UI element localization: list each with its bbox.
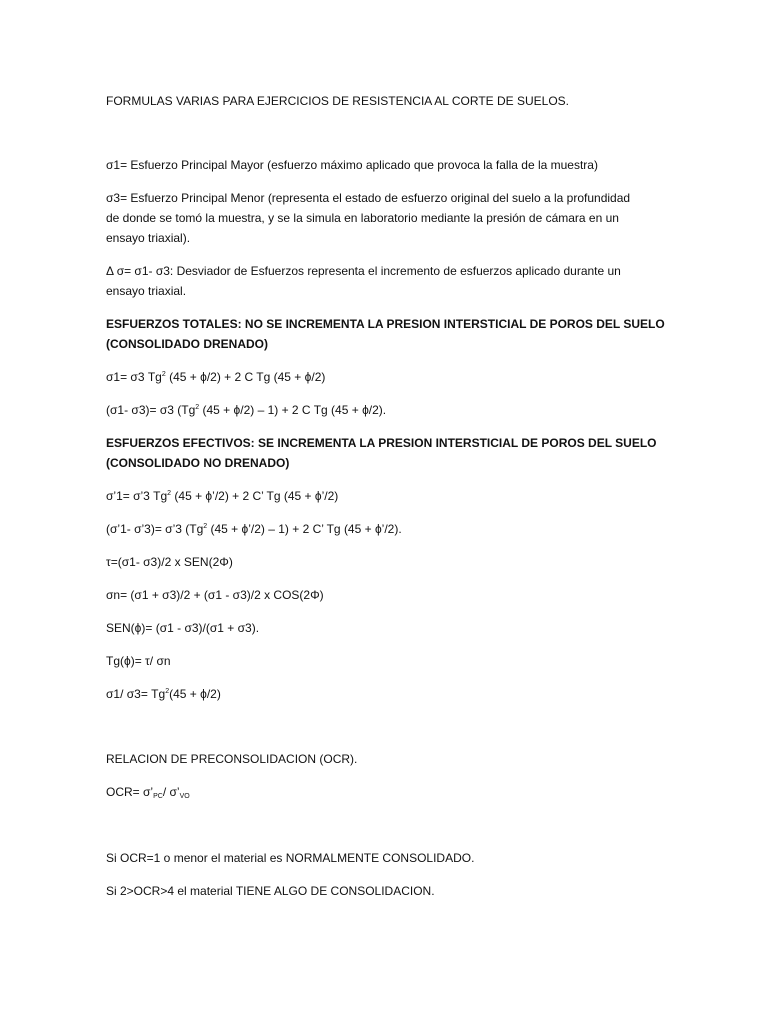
formula-ratio: σ1/ $\sigma 3= Tg^2(45 + \phi/2)$ [106, 687, 221, 701]
esfuerzos-efectivos-heading-line-2: (CONSOLIDADO NO DRENADO) [106, 456, 290, 470]
delta-sigma-definition-line-1: Δ σ= σ1- σ3: Desviador de Esfuerzos representa el incremento de esfuerzos aplicado durante un [106, 264, 621, 278]
ocr-case-overconsolidated: Si 2>OCR>4 el material TIENE ALGO DE CONSOLIDACION. [106, 884, 435, 898]
formula-tau: τ=(σ1- σ3)/2 x SEN(2Φ) [106, 555, 233, 569]
formula-totales-1: σ1= σ3 Tg$^2$ (45 + ϕ/2) + 2 C Tg (45 + ϕ/2) [106, 370, 326, 384]
formula-totales-2: (σ1- σ3)= σ3 (Tg$^2$ (45 + ϕ/2) – 1) + 2 C Tg (45 + ϕ/2). [106, 403, 387, 417]
ocr-heading: RELACION DE PRECONSOLIDACION (OCR). [106, 752, 358, 766]
sigma3-definition-line-2: de donde se tomó la muestra, y se la simula en laboratorio mediante la presión de cámara en un [106, 211, 619, 225]
formula-efectivos-1: σ’1= σ’3 Tg$^2$ (45 + ϕ’/2) + 2 C’ Tg (45 + ϕ’/2) [106, 489, 339, 503]
formula-sen: SEN(ϕ)= (σ1 - σ3)/(σ1 + σ3). [106, 621, 260, 635]
ocr-case-normally-consolidated: Si OCR=1 o menor el material es NORMALMENTE CONSOLIDADO. [106, 851, 475, 865]
esfuerzos-totales-heading-line-1: ESFUERZOS TOTALES: NO SE INCREMENTA LA PRESION INTERSTICIAL DE POROS DEL SUELO [106, 317, 665, 331]
formula-tg: Tg(ϕ)= τ/ σn [106, 654, 171, 668]
formula-efectivos-2: (σ’1- σ’3)= σ’3 (Tg$^2$ (45 + ϕ’/2) – 1) + 2 C’ Tg (45 + ϕ’/2). [106, 522, 402, 536]
sigma3-definition-line-3: ensayo triaxial). [106, 231, 191, 245]
document-title: FORMULAS VARIAS PARA EJERCICIOS DE RESISTENCIA AL CORTE DE SUELOS. [106, 94, 570, 108]
sigma1-definition: σ1= Esfuerzo Principal Mayor (esfuerzo máximo aplicado que provoca la falla de la muestra) [106, 158, 598, 172]
esfuerzos-efectivos-heading-line-1: ESFUERZOS EFECTIVOS: SE INCREMENTA LA PRESION INTERSTICIAL DE POROS DEL SUELO [106, 436, 657, 450]
formula-sigma-n: σn= (σ1 + σ3)/2 + (σ1 - σ3)/2 x COS(2Φ) [106, 588, 324, 602]
delta-sigma-definition-line-2: ensayo triaxial. [106, 284, 187, 298]
sigma3-definition-line-1: σ3= Esfuerzo Principal Menor (representa el estado de esfuerzo original del suelo a la profundidad [106, 191, 631, 205]
ocr-formula: $OCR= \sigma’_{PC}/$ $\sigma’_{VO}$ [106, 785, 190, 800]
esfuerzos-totales-heading-line-2: (CONSOLIDADO DRENADO) [106, 337, 268, 351]
